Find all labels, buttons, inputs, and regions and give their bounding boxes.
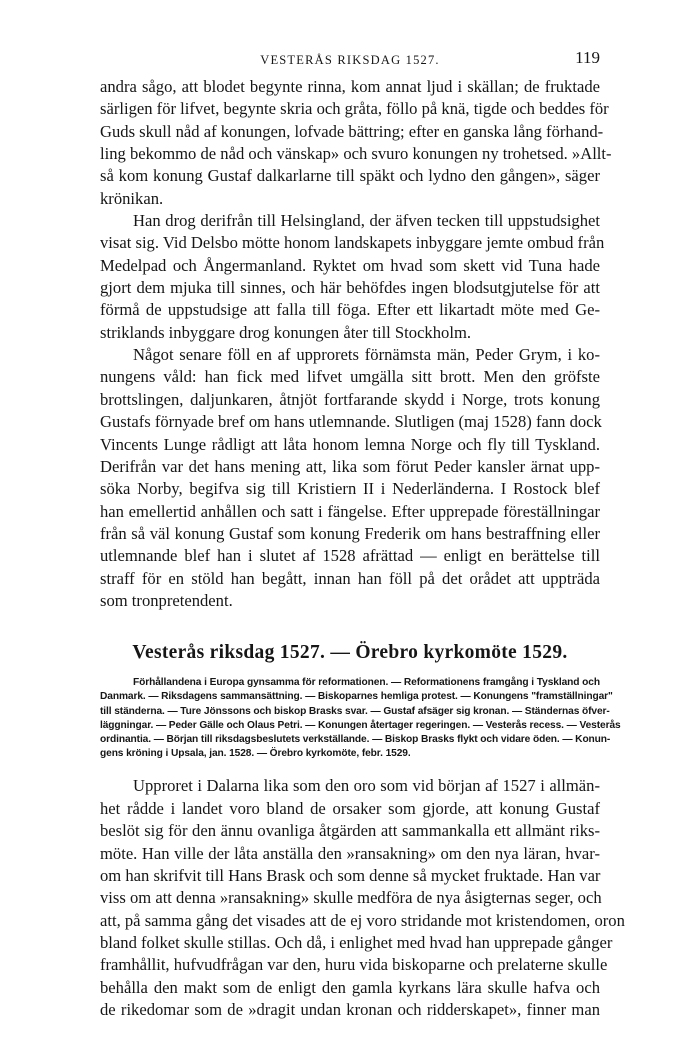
text-line: utlemnande blef han i slutet af 1528 afrättad — enligt en berättelse till (100, 546, 600, 566)
page-number: 119 (575, 48, 600, 67)
text-line: framhållit, hufvudfrågan var den, huru vida biskoparne och prelaterne skulle (100, 955, 608, 975)
text-line: Derifrån var det hans mening att, lika som förut Peder kansler ärnat upp- (100, 456, 600, 476)
text-line: Gustafs förnyade bref om hans utlemnande. Slutligen (maj 1528) fann dock (100, 412, 602, 432)
synopsis-line: till ständerna. — Ture Jönssons och biskop Brasks svar. — Gustaf afsäger sig kronan. — Ständernas öfver- (100, 705, 610, 717)
text-line: om han skrifvit till Hans Brask och som denne så mycket fruktade. Han var (100, 865, 601, 885)
text-line: han emellertid anhållen och satt i fängelse. Efter upprepade föreställningar (100, 501, 600, 521)
text-line: krönikan. (100, 188, 164, 208)
text-line: som tronpretendent. (100, 590, 233, 610)
text-line: viss om att denna »ransakning» skulle medföra de nya åsigternas seger, och (100, 888, 602, 908)
text-line: visat sig. Vid Delsbo mötte honom landskapets inbyggare jemte ombud från (100, 233, 605, 253)
text-line: het rådde i landet voro bland de orsaker som gjorde, att konung Gustaf (100, 798, 600, 818)
text-line: bland folket skulle stillas. Och då, i enlighet med hvad han upprepade gånger (100, 932, 613, 952)
text-line: behålla den makt som de enligt den gamla kyrkans lära skulle hafva och (100, 977, 600, 997)
paragraph-3 (100, 344, 600, 612)
running-head (100, 48, 600, 76)
text-line: brottslingen, daljunkaren, åtnjöt fortfarande skydd i Norge, trots konung (100, 389, 600, 409)
text-line: beslöt sig för den ännu ovanliga åtgärden att sammankalla ett allmänt riks- (100, 821, 600, 841)
text-line: nungens våld: han fick med lifvet umgälla sitt brott. Men den gröfste (100, 367, 600, 387)
text-line: straff för en stöld han begått, innan han föll på det orådet att uppträda (100, 568, 600, 588)
paragraph-1 (100, 76, 612, 210)
synopsis-line: Förhållandena i Europa gynsamma för reformationen. — Reformationens framgång i Tyskland och (133, 677, 600, 689)
section-synopsis (100, 676, 621, 761)
paragraph-2 (100, 210, 605, 344)
section-title: Vesterås riksdag 1527. — Örebro kyrkomöte 1529. (132, 642, 568, 664)
running-title: VESTERÅS RIKSDAG 1527. (260, 53, 440, 67)
text-line: Vincents Lunge rådligt att låta honom lemna Norge och fly till Tyskland. (100, 434, 600, 454)
text-line: Guds skull nåd af konungen, lofvade bättring; efter en ganska lång förhand- (100, 121, 604, 141)
body-text (100, 76, 612, 612)
text-line: Medelpad och Ångermanland. Ryktet om hvad som skett vid Tuna hade (100, 255, 600, 275)
text-line: söka Norby, begifva sig till Kristiern II i Nederländerna. I Rostock blef (100, 479, 600, 499)
synopsis-line: läggningar. — Peder Gälle och Olaus Petri. — Konungen återtager regeringen. — Vesterås recess. — Vesterås (100, 719, 621, 731)
text-line: så kom konung Gustaf dalkarlarne till späkt och lydno den gången», säger (100, 166, 600, 186)
text-line: särligen för lifvet, begynte skria och gråta, föllo på knä, tigde och beddes för (100, 99, 609, 119)
text-line: Något senare föll en af upprorets förnämsta män, Peder Grym, i ko- (133, 345, 600, 365)
text-line: att, på samma gång det visades att de ej voro stridande mot kristendomen, oron (100, 910, 625, 930)
text-line: de rikedomar som de »dragit undan kronan och ridderskapet», finner man (100, 999, 600, 1019)
text-line: Han drog derifrån till Helsingland, der äfven tecken till uppstudsighet (133, 211, 600, 231)
book-page (100, 48, 625, 1021)
text-line: gjort dem mjuka till sinnes, och här behöfdes ingen blodsutgjutelse för att (100, 278, 600, 298)
text-line: Upproret i Dalarna lika som den oro som vid början af 1527 i allmän- (133, 776, 600, 796)
text-line: förmå de uppstudsige att falla till föga. Efter ett likartadt möte med Ge- (100, 300, 600, 320)
text-line: möte. Han ville der låta anställa den »ransakning» om den nya läran, hvar- (100, 843, 600, 863)
text-line: från så väl konung Gustaf som konung Frederik om hans bestraffning eller (100, 523, 600, 543)
text-line: andra sågo, att blodet begynte rinna, kom annat ljud i skällan; de fruktade (100, 77, 600, 96)
synopsis-line: gens kröning i Upsala, jan. 1528. — Örebro kyrkomöte, febr. 1529. (100, 748, 411, 760)
synopsis-line: ordinantia. — Början till riksdagsbeslutets verkställande. — Biskop Brasks flykt och vidare öden. — Konun- (100, 734, 611, 746)
text-line: ling bekommo de nåd och vänskap» och svuro konungen ny trohetsed. »Allt- (100, 144, 612, 164)
section-paragraph (100, 775, 625, 1021)
synopsis-line: Danmark. — Riksdagens sammansättning. — Biskoparnes hemliga protest. — Konungens "framställningar" (100, 691, 613, 703)
text-line: striklands inbyggare drog konungen åter till Stockholm. (100, 322, 471, 342)
